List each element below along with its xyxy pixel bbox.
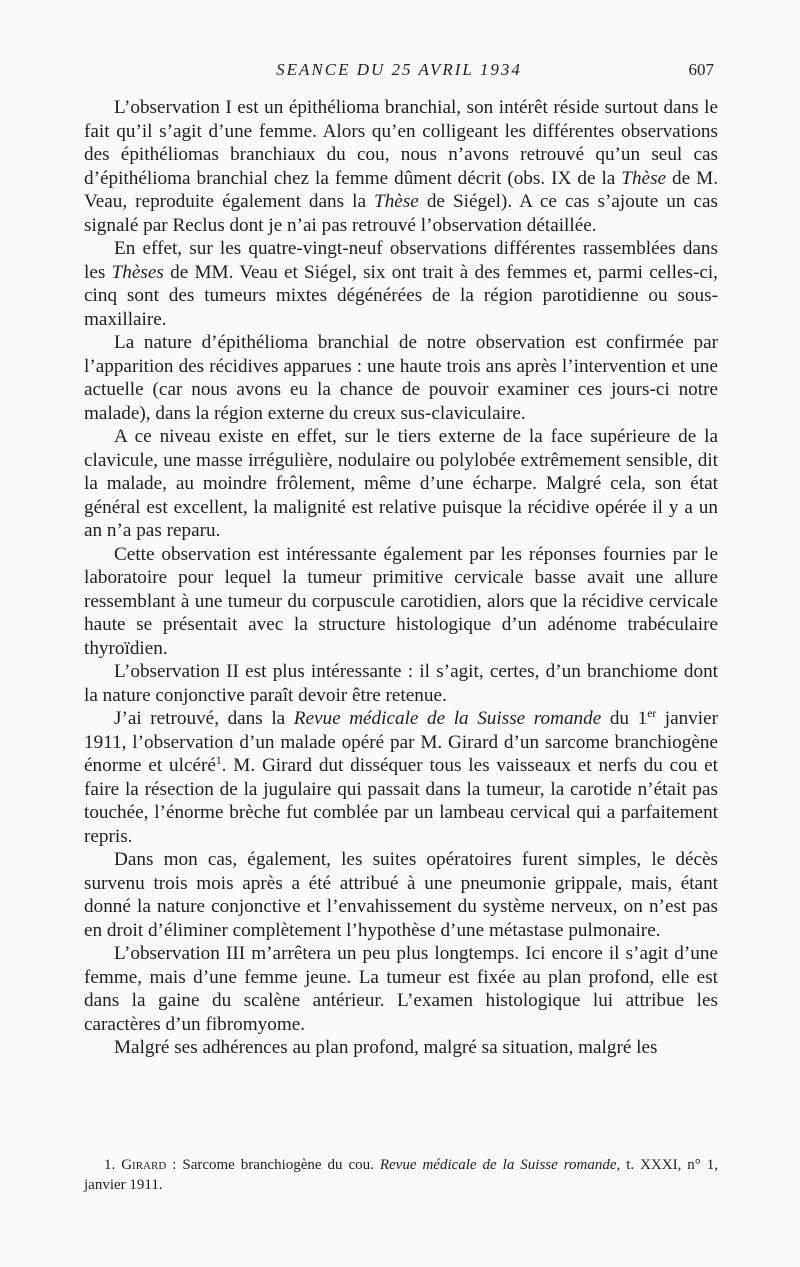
paragraph-10	[84, 1036, 718, 1060]
text-run: : Sarcome branchiogène du cou.	[166, 1157, 380, 1173]
text-run: La nature d’épithélioma branchial de notre observation est confirmée par l’apparition des récidives apparues : une haute trois ans après l’intervention et une actuelle (car nous avons eu la chance de pouvoir examiner ces jours-ci notre malade), dans la région externe du creux sus-claviculaire.	[84, 332, 718, 424]
italic-text: Revue médicale de la Suisse romande	[293, 708, 602, 729]
text-run: L’observation III m’arrêtera un peu plus longtemps. Ici encore il s’agit d’une femme, mais d’une femme jeune. La tumeur est fixée au plan profond, elle est dans la gaine du scalène antérieur. L’examen histologique lui attribue les caractères d’un fibromyome.	[84, 943, 718, 1035]
superscript: 1	[215, 755, 222, 768]
text-run: de M. Veau, reproduite également dans la	[84, 167, 718, 212]
italic-text: Revue médicale de la Suisse romande	[379, 1157, 617, 1173]
text-run: L’observation I est un épithélioma branchial, son intérêt réside surtout dans le fait qu’il s’agit d’une femme. Alors qu’en colligeant les différentes observations des épithéliomas branchiaux du cou, nous n’avons retrouvé qu’un seul cas d’épithélioma branchial chez la femme dûment décrit (obs. IX de la	[84, 97, 718, 189]
text-run: janvier 1911, l’observation d’un malade opéré par M. Girard d’un sarcome branchiogène énorme et ulcéré	[84, 708, 719, 776]
paragraph-5	[84, 543, 718, 661]
text-run: J’ai retrouvé, dans la	[114, 708, 294, 729]
author-name: Girard	[121, 1157, 167, 1173]
paragraph-2	[84, 237, 718, 331]
paragraph-1	[84, 96, 718, 237]
italic-text: Thèses	[111, 261, 164, 283]
paragraph-8	[84, 848, 718, 942]
superscript: er	[647, 708, 657, 721]
footnotes	[84, 1155, 718, 1195]
paragraph-6	[84, 660, 718, 707]
page-header	[84, 58, 714, 84]
italic-text: Thèse	[621, 167, 667, 189]
paragraph-4	[84, 425, 718, 543]
text-run: 1.	[104, 1157, 122, 1173]
text-run: Cette observation est intéressante également par les réponses fournies par le laboratoire pour lequel la tumeur primitive cervicale basse avait une allure ressemblant à une tumeur du corpuscule carotidien, alors que la récidive cervicale haute se présentait avec la structure histologique d’un adénome trabéculaire thyroïdien.	[84, 543, 718, 659]
running-title: SEANCE DU 25 AVRIL 1934	[276, 60, 522, 79]
paragraph-9	[84, 942, 718, 1036]
body-text	[84, 96, 718, 1060]
text-run: . M. Girard dut disséquer tous les vaisseaux et nerfs du cou et faire la résection de la jugulaire qui passait dans la tumeur, la carotide n’était pas touchée, l’énorme brèche fut comblée par un lambeau cervical qui a parfaitement repris.	[84, 755, 719, 847]
text-run: de MM. Veau et Siégel, six ont trait à des femmes et, parmi celles-ci, cinq sont des tumeurs mixtes dégénérées de la région parotidienne ou sous-maxillaire.	[84, 261, 718, 330]
italic-text: Thèse	[374, 191, 419, 212]
page-number: 607	[688, 60, 714, 79]
footnote-1	[84, 1155, 718, 1195]
text-run: Dans mon cas, également, les suites opératoires furent simples, le décès survenu trois mois après a été attribué à une pneumonie grippale, mais, étant donné la nature conjonctive et l’envahissement du système nerveux, on n’est pas en droit d’éliminer complètement l’hypothèse d’une métastase pulmonaire.	[84, 849, 718, 941]
paragraph-3	[84, 331, 718, 425]
text-run: , t. XXXI, n° 1, janvier 1911.	[84, 1157, 718, 1193]
text-run: A ce niveau existe en effet, sur le tiers externe de la face supérieure de la clavicule, une masse irrégulière, nodulaire ou polylobée extrêmement sensible, dit la malade, au moindre frôlement, même d’une écharpe. Malgré cela, son état général est excellent, la malignité est relative puisque la récidive opérée il y a un an n’a pas reparu.	[84, 426, 718, 541]
text-run: Malgré ses adhérences au plan profond, malgré sa situation, malgré les	[114, 1037, 658, 1058]
text-run: du 1	[601, 708, 648, 729]
text-run: En effet, sur les quatre-vingt-neuf observations différentes rassemblées dans les	[84, 238, 718, 283]
text-run: de Siégel). A ce cas s’ajoute un cas signalé par Reclus dont je n’ai pas retrouvé l’observation détaillée.	[84, 191, 719, 236]
text-run: L’observation II est plus intéressante : il s’agit, certes, d’un branchiome dont la nature conjonctive paraît devoir être retenue.	[84, 661, 718, 706]
paragraph-7	[84, 707, 718, 848]
